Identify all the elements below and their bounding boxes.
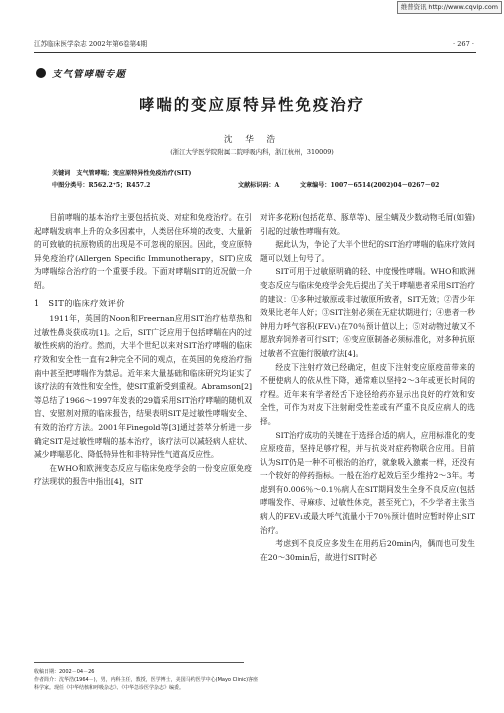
header-rule	[34, 52, 476, 53]
footnote	[34, 668, 260, 693]
paragraph: 在WHO和欧洲变态反应与临床免疫学会的一份变应原免疫疗法现状的报告中指出[4]，SIT	[34, 463, 252, 487]
journal-info: 江苏临床医学杂志 2002年第6卷第4期	[34, 40, 147, 48]
watermark: 维普资讯 http://www.cqvip.com	[397, 1, 502, 14]
paragraph: 经皮下注射疗效已经确定，但皮下注射变应原疫苗带来的不便使病人的依从性下降，通常难以坚持2～3年或更长时间的疗程。近年来有学者经舌下途径给药亦显示出良好的疗效和安全性，可作为对皮下注射耐受性差或有严重不良反应病人的选择。	[260, 362, 475, 426]
section-heading	[36, 66, 126, 80]
left-column	[34, 211, 252, 489]
classification-number: 中图分类号：R562.2⁺5；R457.2	[52, 182, 151, 189]
paragraph: 目前哮喘的基本治疗主要包括抗炎、对症和免疫治疗。在引起哮喘发病率上升的众多因素中，人类居住环境的改变、大量新的可致敏的抗原物质的出现是不可忽视的原因。因此，变应原特异免疫治疗(Allergen Specific Immunotherapy，SIT)应成为哮喘综合治疗的一个重要手段。下面对哮喘SIT的近况做一介绍。	[34, 213, 252, 290]
affiliation: (浙江大学医学院附属二院呼吸内科，浙江杭州，310009)	[170, 148, 334, 156]
paragraph: SIT治疗成功的关键在于选择合适的病人，应用标准化的变应原疫苗，坚持足够疗程，并与抗炎对症药物联合应用。目前认为SIT仍是一种不可根治的治疗，就象吸入激素一样，还没有一个较好的停药指标。一般在治疗起效后至少维持2～3年。考虑到有0.006％～0.1％病人在SIT期间发生全身不良反应(包括哮喘发作、寻麻疹、过敏性休克，甚至死亡)，不少学者主张当病人的FEV₁或最大呼气流量小于70％预计值时应暂时停止SIT治疗。	[260, 430, 475, 535]
paragraph: 据此认为，争论了大半个世纪的SIT治疗哮喘的临床疗效问题可以划上句号了。	[260, 240, 475, 263]
running-head	[34, 39, 474, 50]
paragraph: SIT可用于过敏原明确的轻、中度慢性哮喘。WHO和欧洲变态反应与临床免疫学会先后提出了关于哮喘患者采用SIT治疗的建议：①多种过敏原或非过敏原所致者，SIT无效；②青少年效果比老年人好；③SIT注射必须在无症状期进行；④患者一秒钟用力呼气容积(FEV₁)在70％预计值以上；⑤对动物过敏又不愿放弃饲养者可行SIT；⑥变应原制备必须标准化，对多种抗原过敏者不宜施行脱敏疗法[4]。	[260, 267, 475, 358]
paragraph: 对许多花粉(包括花草、豚草等)、屋尘螨及少数动物毛屑(如猫)引起的过敏性哮喘有效。	[260, 213, 475, 236]
page-number: · 267 ·	[453, 40, 474, 48]
document-code: 文献标识码：A	[238, 182, 280, 189]
paragraph: 1911年，英国的Noon和Freernan应用SIT治疗枯草热和过敏性鼻炎获成功[1]。之后，SIT广泛应用于包括哮喘在内的过敏性疾病的治疗。然而，大半个世纪以来对SIT治疗哮喘的临床疗效和安全性一直有2种完全不同的观点，在英国的免疫治疗指南中甚至把哮喘作为禁忌。近年来大量基础和临床研究均证实了该疗法的有效性和安全性，使SIT重新受到重视。Abramson[2]等总结了1966～1997年发表的29篇采用SIT治疗哮喘的随机双盲、安慰剂对照的临床报告，结果表明SIT是过敏性哮喘安全、有效的治疗方法。2001年Finegold等[3]通过荟萃分析进一步确定SIT是过敏性哮喘的基本治疗，该疗法可以减轻病人症状、减少哮喘恶化、降低特异性和非特异性气道高反应性。	[34, 314, 252, 460]
author: 沈 华 浩	[223, 135, 281, 145]
section-label: 支气管哮喘专题	[52, 69, 127, 80]
classification-line	[52, 181, 440, 190]
subsection-heading: 1 SIT的临床疗效评价	[34, 297, 126, 308]
received-date: 收稿日期：2002－04－26	[34, 669, 95, 675]
article-title: 哮喘的变应原特异性免疫治疗	[138, 96, 366, 114]
right-column	[260, 211, 475, 564]
footnote-rule	[34, 662, 244, 663]
article-number: 文章编号：1007－6514(2002)04－0267－02	[300, 182, 440, 189]
bullet-icon	[36, 68, 46, 78]
author-bio: 作者简介：沈华浩(1964－)，男，内科主任，教授，医学博士，美国马约医学中心(Mayo Clinic)客座科学家。现任《中华结核和呼吸杂志》、《中华急诊医学杂志》编委。	[34, 677, 259, 692]
paragraph: 考虑到不良反应多发生在用药后20min内，偶而也可发生在20～30min后，故进行SIT时必	[260, 539, 475, 562]
keywords: 关键词 支气管哮喘；变应原特异性免疫治疗(SIT)	[52, 170, 192, 177]
